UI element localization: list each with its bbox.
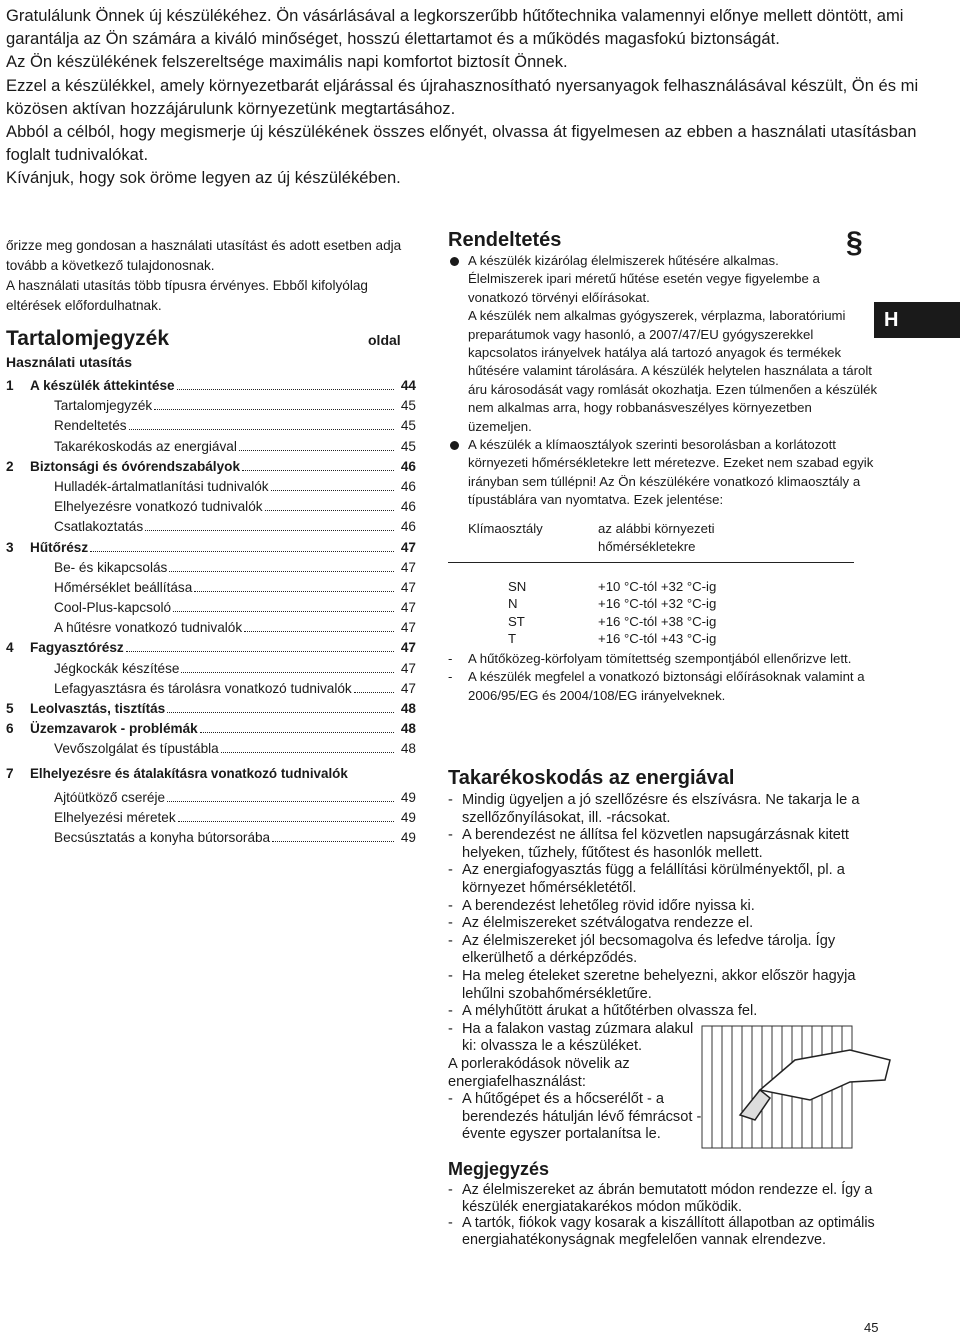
climate-rows: [448, 578, 854, 648]
toc-number: 1: [6, 378, 14, 393]
dash-marker: -: [448, 967, 453, 984]
energy-item-text: A berendezést lehetőleg rövid időre nyissa ki.: [462, 897, 755, 914]
climate-class: SN: [508, 578, 527, 594]
energy-item: [448, 792, 888, 827]
language-tab: H: [874, 302, 960, 338]
intro-paragraph: Az Ön készülékének felszereltsége maximális napi komfortot biztosít Önnek.: [6, 52, 568, 72]
toc-header: [6, 326, 416, 352]
toc-page: 47: [400, 559, 416, 575]
toc-label: Hőmérséklet beállítása: [54, 579, 193, 595]
toc-label: Becsúsztatás a konyha bútorsorába: [54, 830, 271, 846]
toc-page: 47: [400, 539, 416, 555]
toc-page: 45: [400, 398, 416, 414]
toc-dot-leader: [154, 409, 394, 410]
intro-paragraph: Kívánjuk, hogy sok öröme legyen az új készülékében.: [6, 168, 401, 188]
climate-class: N: [508, 596, 518, 612]
temperature-header: az alábbi környezeti hőmérsékletekre: [598, 520, 715, 555]
toc-dot-leader: [90, 551, 394, 552]
toc-label: Vevőszolgálat és típustábla: [54, 741, 219, 757]
toc-page: 48: [400, 721, 416, 737]
toc-label: Biztonsági és óvórendszabályok: [30, 458, 241, 474]
toc-row: [6, 828, 416, 848]
toc-number: 5: [6, 701, 14, 716]
toc-row: [6, 457, 416, 477]
energy-item-text: Ha a falakon vastag zúzmara alakul ki: olvassza le a készüléket.: [462, 1020, 694, 1055]
note-item: [448, 1182, 888, 1215]
table-divider: [448, 562, 854, 563]
energy-item: [448, 827, 888, 862]
toc-page: 45: [400, 438, 416, 454]
toc-row: [6, 788, 416, 808]
note-text: A tartók, fiókok vagy kosarak a kiszállított állapotban az optimális energiahatékonyságnak megfelelően vannak elrendezve.: [462, 1215, 875, 1248]
climate-class: ST: [508, 613, 525, 629]
toc-dot-leader: [167, 712, 394, 713]
toc-number: 6: [6, 721, 14, 737]
toc-page: 47: [400, 600, 416, 616]
toc-page: 47: [400, 680, 416, 696]
energy-item: [448, 933, 888, 968]
left-column: [6, 236, 416, 848]
toc-label: Takarékoskodás az energiával: [54, 438, 237, 454]
toc-label: Ajtóütköző cseréje: [54, 789, 166, 805]
energy-item: [448, 862, 888, 897]
dash-marker: -: [448, 1215, 453, 1232]
toc-label: Lefagyasztásra és tárolásra vonatkozó tudnivalók: [54, 680, 352, 696]
intro-paragraph: Ezzel a készülékkel, amely környezetbarát eljárással és újrahasznosítható nyersanyagok felhasználásával készült, Ön és mi közösen aktívan hozzájárulunk környezetünk megtartásához.: [6, 75, 919, 118]
temperature-range: +16 °C-tól +38 °C-ig: [598, 613, 717, 629]
toc-row: [6, 477, 416, 497]
climate-class-table: [448, 520, 878, 650]
toc-row: [6, 538, 416, 558]
bullet-dot-icon: [450, 441, 459, 450]
scraper-icon: [740, 1090, 770, 1120]
toc-page: 46: [400, 478, 416, 494]
note-item: [448, 1215, 888, 1248]
intro-text: [6, 4, 956, 190]
toc-row: [6, 517, 416, 537]
energy-title: Takarékoskodás az energiával: [448, 767, 735, 789]
toc-label: A készülék áttekintése: [30, 378, 175, 393]
bullet-item: [448, 436, 878, 510]
rendeltetes-title: Rendeltetés: [448, 229, 562, 251]
energy-item-text: A hűtőgépet és a hőcserélőt - a berendezés hátulján lévő fémrácsot - évente egyszer portalanítsa le.: [462, 1091, 702, 1143]
dash-item: [448, 668, 878, 705]
dash-marker: -: [448, 1003, 453, 1020]
toc-dot-leader: [242, 470, 394, 471]
toc-label: Jégkockák készítése: [54, 660, 180, 676]
climate-class-header: Klímaosztály: [468, 520, 543, 536]
toc-row: [6, 497, 416, 517]
energy-item: [448, 1091, 702, 1144]
toc-row: [6, 578, 416, 598]
toc-dot-leader: [169, 571, 394, 572]
toc-dot-leader: [145, 530, 394, 531]
bullet-text: A készülék a klímaosztályok szerinti besorolásban a korlátozott környezeti hőmérsékletekre lett méretezve. Ezeket nem szabad egyik irányban sem túllépni! Az Ön készülékére vonatkozó klimaosztály a típustáblára van nyomtatva. Ezek jelentése:: [468, 437, 874, 508]
toc-page: 47: [400, 640, 416, 656]
intro-paragraph: Abból a célból, hogy megismerje új készülékének összes előnyét, olvassa át figyelmesen az ebben a használati utasításban foglalt tudnivalókat.: [6, 122, 917, 165]
toc-number: 7: [6, 765, 14, 781]
energy-item-text: Ha meleg ételeket szeretne behelyezni, akkor először hagyja lehűlni szobahőmérsékletűre.: [462, 967, 856, 1002]
toc-label: Rendeltetés: [54, 418, 127, 434]
defrost-illustration: [700, 1020, 900, 1150]
toc-row: [6, 808, 416, 828]
toc-row: [6, 598, 416, 618]
note-title: Megjegyzés: [448, 1159, 550, 1179]
temperature-range: +10 °C-tól +32 °C-ig: [598, 578, 717, 594]
dash-marker: -: [448, 669, 453, 685]
toc-dot-leader: [239, 450, 394, 451]
toc-dot-leader: [271, 490, 394, 491]
section-mark-icon: §: [846, 226, 863, 259]
toc-dot-leader: [173, 611, 394, 612]
toc-dot-leader: [177, 389, 394, 390]
energy-item-text: A berendezést ne állítsa fel közvetlen napsugárzásnak kitett helyeken, tűzhely, fűtőtest és hasonlók mellett.: [462, 827, 849, 861]
toc-label: Hűtőrész: [30, 539, 89, 555]
toc-row: [6, 396, 416, 416]
toc-label: Tartalomjegyzék: [54, 398, 153, 414]
toc-row: [6, 416, 416, 436]
toc-page-column-label: oldal: [368, 332, 401, 348]
toc-dot-leader: [129, 429, 394, 430]
multi-type-note: A használati utasítás több típusra érvényes. Ebből kifolyólag eltérések előfordulhatnak.: [6, 278, 368, 313]
toc-label: Cool-Plus-kapcsoló: [54, 600, 172, 616]
energy-item: [448, 898, 888, 916]
dash-marker: -: [448, 932, 453, 949]
dash-text: A készülék megfelel a vonatkozó biztonsági előírásoknak valamint a 2006/95/EG és 2004/108/EG irányelveknek.: [468, 669, 865, 703]
climate-row: [448, 595, 854, 613]
energy-list: [448, 792, 888, 1021]
toc-page: 47: [400, 660, 416, 676]
energy-item: [448, 1003, 888, 1021]
bullet-text: A készülék kizárólag élelmiszerek hűtésére alkalmas.: [468, 253, 779, 268]
energy-item-text: A mélyhűtött árukat a hűtőtérben olvassza fel.: [462, 1003, 758, 1020]
toc-dot-leader: [354, 692, 394, 693]
toc-dot-leader: [167, 801, 394, 802]
toc-row: [6, 699, 416, 719]
dash-marker: -: [448, 1020, 453, 1037]
toc-dot-leader: [194, 591, 394, 592]
toc-dot-leader: [200, 732, 394, 733]
toc-label: Elhelyezésre és átalakításra vonatkozó tudnivalók: [30, 765, 348, 781]
toc-dot-leader: [181, 672, 394, 673]
bullet-dot-icon: [450, 257, 459, 266]
toc-page: 49: [400, 830, 416, 846]
toc-number: 3: [6, 539, 14, 555]
toc-row: [6, 679, 416, 699]
toc-label: Be- és kikapcsolás: [54, 559, 168, 575]
climate-row: [448, 613, 854, 631]
climate-class: T: [508, 631, 517, 647]
toc-list: [6, 376, 416, 848]
toc-dot-leader: [221, 752, 394, 753]
intro-paragraph: Gratulálunk Önnek új készülékéhez. Ön vásárlásával a legkorszerűbb hűtőtechnika valamennyi előnye mellett döntött, ami garantálja az Ön számára a kiváló minőséget, hosszú élettartamot és a működés magasfokú biztonságát.: [6, 6, 904, 49]
note-text: Az élelmiszereket az ábrán bemutatott módon rendezze el. Így a készülék energiatakarékos módon működik.: [462, 1182, 873, 1215]
toc-label: Leolvasztás, tisztítás: [30, 701, 166, 716]
energy-plain-text: A porlerakódások növelik az energiafelhasználást:: [448, 1055, 630, 1090]
toc-row: [6, 437, 416, 457]
toc-dot-leader: [265, 510, 394, 511]
bullet-text: Élelmiszerek ipari méretű hűtése esetén vegye figyelembe a vonatkozó törvényi előírásokat.: [468, 271, 820, 305]
keep-instructions-note: őrizze meg gondosan a használati utasítást és adott esetben adja tovább a következő tulajdonosnak.: [6, 238, 402, 273]
toc-dot-leader: [244, 631, 394, 632]
temperature-range: +16 °C-tól +43 °C-ig: [598, 631, 717, 647]
bullet-item: [448, 252, 878, 436]
toc-row: [6, 638, 416, 658]
toc-row: [6, 618, 416, 638]
temperature-range: +16 °C-tól +32 °C-ig: [598, 596, 717, 612]
dash-marker: -: [448, 1182, 453, 1198]
toc-label: A hűtésre vonatkozó tudnivalók: [54, 620, 243, 636]
toc-label: Hulladék-ártalmatlanítási tudnivalók: [54, 478, 269, 494]
toc-number: 4: [6, 640, 14, 656]
toc-label: Elhelyezésre vonatkozó tudnivalók: [54, 499, 263, 515]
toc-row: [6, 739, 416, 759]
toc-label: Csatlakoztatás: [54, 519, 144, 535]
rendeltetes-section: [448, 228, 878, 705]
toc-title: Tartalomjegyzék: [6, 327, 170, 350]
toc-page: 49: [400, 789, 416, 805]
toc-number: 2: [6, 458, 14, 474]
dash-marker: -: [448, 827, 453, 844]
toc-row: [6, 764, 416, 784]
dash-marker: -: [448, 792, 453, 808]
toc-row: [6, 558, 416, 578]
toc-subtitle: Használati utasítás: [6, 354, 133, 370]
dash-marker: -: [448, 1091, 453, 1108]
note-section: [448, 1158, 888, 1248]
toc-page: 49: [400, 809, 416, 825]
energy-item-text: Az élelmiszereket jól becsomagolva és lefedve tárolja. Így elkerülhető a dérképződés.: [462, 932, 836, 967]
climate-row: [448, 578, 854, 596]
toc-page: 46: [400, 458, 416, 474]
toc-page: 48: [400, 701, 416, 716]
toc-row: [6, 376, 416, 396]
toc-dot-leader: [126, 651, 394, 652]
climate-row: [448, 630, 854, 648]
dash-marker: -: [448, 897, 453, 914]
toc-page: 47: [400, 579, 416, 595]
energy-item: [448, 1021, 702, 1056]
hand-icon: [760, 1050, 890, 1100]
dash-marker: -: [448, 862, 453, 879]
page-number: 45: [864, 1320, 879, 1335]
dash-text: A hűtőközeg-körfolyam tömítettség szempontjából ellenőrizve lett.: [468, 650, 852, 666]
dash-marker: -: [448, 915, 453, 932]
toc-page: 46: [400, 519, 416, 535]
toc-page: 44: [400, 378, 416, 393]
energy-item: [448, 968, 888, 1003]
dash-marker: -: [448, 650, 453, 666]
bullet-text: A készülék nem alkalmas gyógyszerek, vérplazma, laboratóriumi preparátumok vagy hasonló, a 2007/47/EU gyógyszerekkel kapcsolatos irányelvek hatálya alá tartozó anyagok és termékek hűtésére valamint tárolására. A készülék helytelen használata a tárolt áru károsodását vagy romlását okozhatja. Ezen túlmenően a készülék nem alkalmas arra, hogy robbanásveszélyes környezetben üzemeljen.: [468, 308, 878, 434]
toc-label: Üzemzavarok - problémák: [30, 721, 198, 737]
toc-page: 47: [400, 620, 416, 636]
dash-item: [448, 650, 878, 668]
toc-label: Elhelyezési méretek: [54, 809, 176, 825]
energy-item: [448, 915, 888, 933]
energy-item-text: Mindig ügyeljen a jó szellőzésre és elszívásra. Ne takarja le a szellőzőnyílásokat, ill. -rácsokat.: [462, 792, 860, 826]
energy-item-text: Az energiafogyasztás függ a felállítási körülményektől, pl. a környezet hőmérsékletétől.: [462, 862, 845, 896]
toc-label: Fagyasztórész: [30, 640, 124, 656]
toc-page: 45: [400, 418, 416, 434]
toc-row: [6, 659, 416, 679]
toc-dot-leader: [178, 821, 394, 822]
toc-page: 46: [400, 499, 416, 515]
toc-page: 48: [400, 741, 416, 757]
toc-dot-leader: [272, 841, 394, 842]
toc-row: [6, 719, 416, 739]
energy-item-text: Az élelmiszereket szétválogatva rendezze el.: [462, 915, 754, 932]
